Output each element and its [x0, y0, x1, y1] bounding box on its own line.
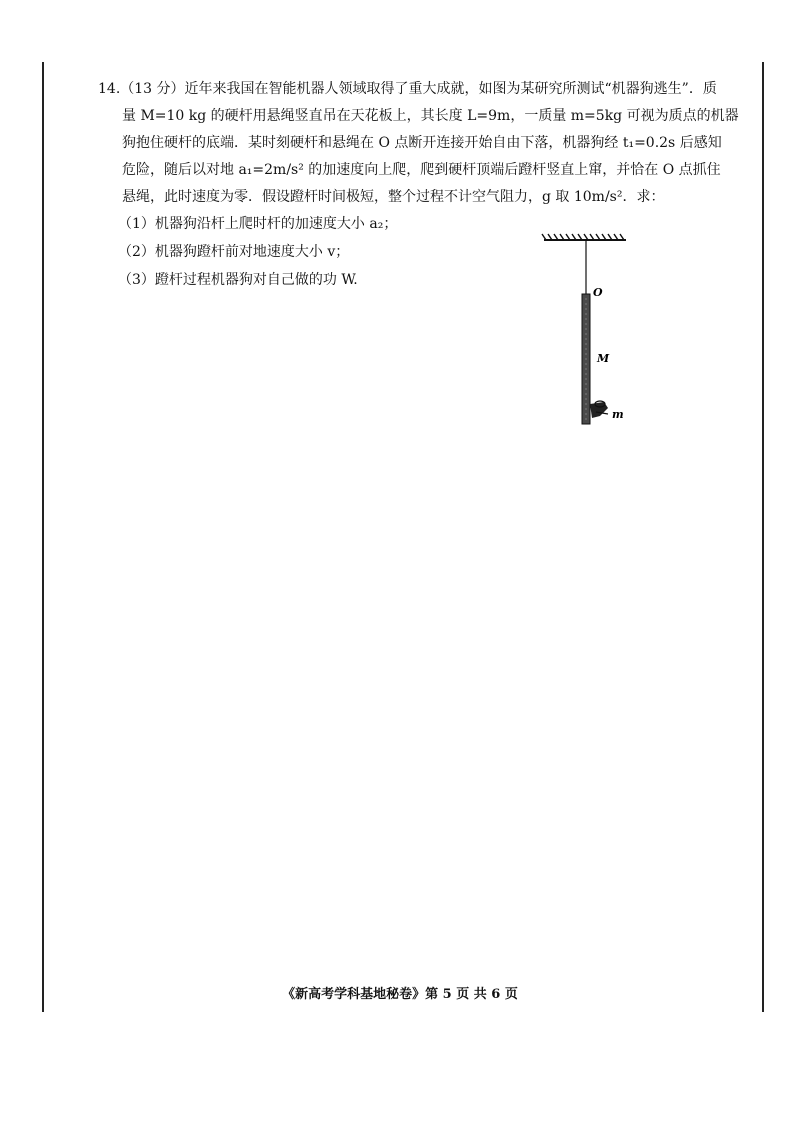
question-14	[98, 76, 739, 211]
sub-question-2: （2）机器狗蹬杆前对地速度大小 v；	[118, 244, 350, 260]
question-line-3: 狗抱住硬杆的底端．某时刻硬杆和悬绳在 O 点断开连接开始自由下落，机器狗经 t₁=0.2s 后感知	[122, 135, 722, 151]
label-O: O	[593, 286, 603, 299]
robot-dog	[590, 401, 608, 418]
question-line-2: 量 M=10 kg 的硬杆用悬绳竖直吊在天花板上，其长度 L=9m，一质量 m=5kg 可视为质点的机器	[122, 108, 739, 124]
question-line-1	[98, 76, 718, 103]
label-M: M	[597, 352, 610, 365]
question-line-4: 危险，随后以对地 a₁=2m/s² 的加速度向上爬，爬到硬杆顶端后蹬杆竖直上窜，并恰在 O 点抓住	[122, 162, 721, 178]
label-m: m	[612, 408, 624, 421]
right-margin-rule	[762, 62, 764, 1012]
page-footer: 《新高考学科基地秘卷》第 5 页 共 6 页	[282, 987, 518, 1002]
question-text-1: 近年来我国在智能机器人领域取得了重大成就，如图为某研究所测试“机器狗逃生”．质	[184, 81, 717, 97]
question-number: 14.	[98, 81, 121, 97]
ceiling	[542, 234, 626, 240]
rod-diagram	[540, 232, 640, 432]
sub-question-3: （3）蹬杆过程机器狗对自己做的功 W.	[118, 272, 358, 288]
left-margin-rule	[42, 62, 44, 1012]
question-points: （13 分）	[120, 81, 185, 97]
question-line-5: 悬绳，此时速度为零．假设蹬杆时间极短，整个过程不计空气阻力，g 取 10m/s²．求：	[122, 189, 665, 205]
sub-question-1: （1）机器狗沿杆上爬时杆的加速度大小 a₂；	[118, 216, 398, 232]
